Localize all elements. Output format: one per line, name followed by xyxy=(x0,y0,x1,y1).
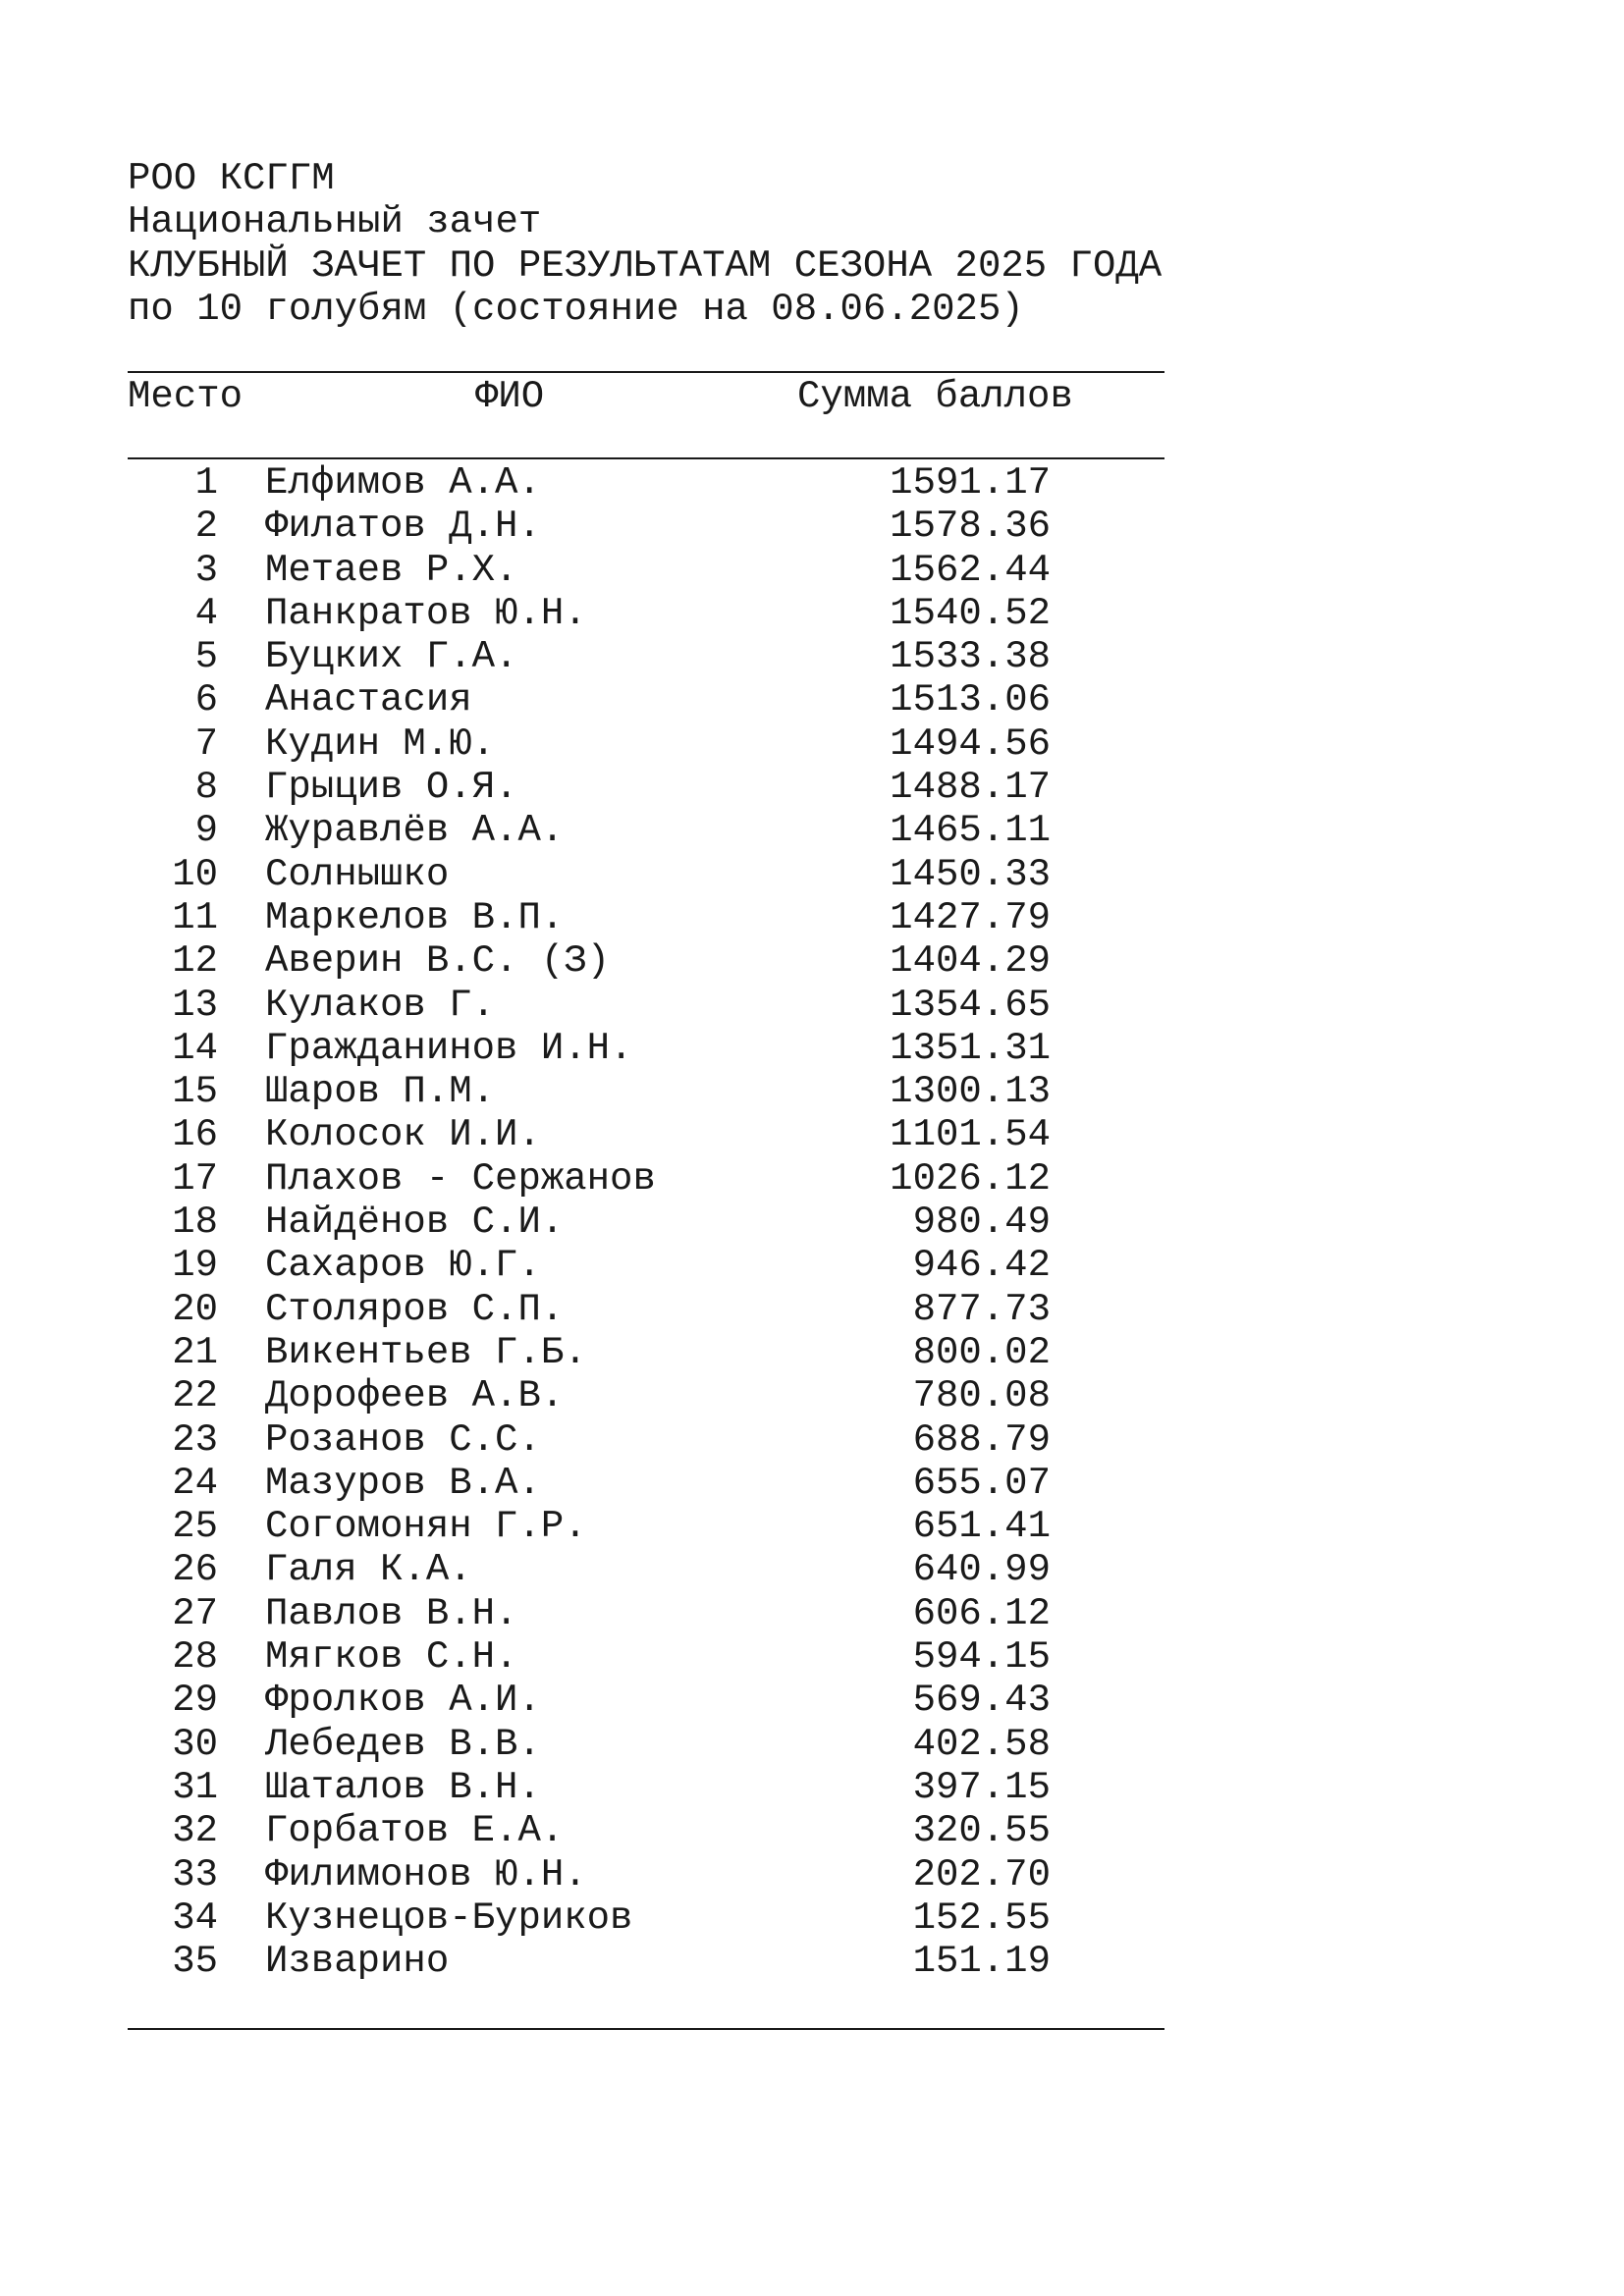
name-cell: Кузнецов-Буриков xyxy=(265,1896,633,1940)
table-row xyxy=(0,1113,1624,1156)
place-cell: 10 xyxy=(172,852,218,896)
name-cell: Столяров С.П. xyxy=(265,1287,565,1331)
score-cell: 877.73 xyxy=(912,1287,1051,1331)
table-row xyxy=(0,1766,1624,1809)
name-cell: Найдёнов С.И. xyxy=(265,1201,565,1245)
table-row xyxy=(0,809,1624,852)
name-cell: Шаров П.М. xyxy=(265,1070,496,1114)
name-cell: Согомонян Г.Р. xyxy=(265,1505,587,1549)
name-cell: Мазуров В.А. xyxy=(265,1461,541,1505)
table-row xyxy=(0,1027,1624,1070)
table-row xyxy=(0,1201,1624,1244)
table-row xyxy=(0,1418,1624,1462)
score-cell: 1562.44 xyxy=(890,548,1051,592)
document-title: КЛУБНЫЙ ЗАЧЕТ ПО РЕЗУЛЬТАТАМ СЕЗОНА 2025 ГОДА xyxy=(128,243,1163,288)
place-cell: 26 xyxy=(172,1548,218,1592)
score-cell: 640.99 xyxy=(912,1548,1051,1592)
table-row xyxy=(0,1853,1624,1896)
score-cell: 569.43 xyxy=(912,1679,1051,1723)
table-row xyxy=(0,1505,1624,1548)
name-cell: Кудин М.Ю. xyxy=(265,721,496,766)
name-cell: Шаталов В.Н. xyxy=(265,1765,541,1809)
table-row xyxy=(0,1548,1624,1591)
place-cell: 18 xyxy=(172,1201,218,1245)
document-scope: по 10 голубям (состояние на 08.06.2025) xyxy=(128,287,1024,331)
table-row xyxy=(0,1331,1624,1374)
name-cell: Викентьев Г.Б. xyxy=(265,1330,587,1374)
score-cell: 946.42 xyxy=(912,1244,1051,1288)
table-row xyxy=(0,853,1624,896)
score-cell: 397.15 xyxy=(912,1765,1051,1809)
name-cell: Филимонов Ю.Н. xyxy=(265,1852,587,1896)
name-cell: Грыцив О.Я. xyxy=(265,766,518,810)
place-cell: 2 xyxy=(194,505,218,549)
name-cell: Метаев Р.Х. xyxy=(265,548,518,592)
document-header xyxy=(128,157,1162,331)
place-cell: 34 xyxy=(172,1896,218,1940)
place-cell: 7 xyxy=(194,721,218,766)
column-header-score: Сумма баллов xyxy=(797,375,1073,418)
table-row xyxy=(0,766,1624,809)
score-cell: 1533.38 xyxy=(890,635,1051,679)
table-row xyxy=(0,1723,1624,1766)
score-cell: 1300.13 xyxy=(890,1070,1051,1114)
name-cell: Солнышко xyxy=(265,852,450,896)
place-cell: 19 xyxy=(172,1244,218,1288)
table-row xyxy=(0,549,1624,592)
name-cell: Буцких Г.А. xyxy=(265,635,518,679)
table-row xyxy=(0,678,1624,721)
score-cell: 1513.06 xyxy=(890,678,1051,722)
table-row xyxy=(0,939,1624,983)
place-cell: 8 xyxy=(194,766,218,810)
score-cell: 594.15 xyxy=(912,1635,1051,1680)
place-cell: 32 xyxy=(172,1809,218,1853)
table-row xyxy=(0,1635,1624,1679)
name-cell: Изварино xyxy=(265,1940,450,1984)
name-cell: Гражданинов И.Н. xyxy=(265,1026,633,1070)
score-cell: 606.12 xyxy=(912,1591,1051,1635)
score-cell: 1101.54 xyxy=(890,1113,1051,1157)
document-subtitle: Национальный зачет xyxy=(128,200,542,244)
score-cell: 780.08 xyxy=(912,1374,1051,1418)
name-cell: Галя К.А. xyxy=(265,1548,472,1592)
score-cell: 1540.52 xyxy=(890,591,1051,635)
score-cell: 651.41 xyxy=(912,1505,1051,1549)
place-cell: 13 xyxy=(172,983,218,1027)
score-cell: 1591.17 xyxy=(890,461,1051,505)
bottom-rule xyxy=(128,2028,1164,2030)
score-cell: 1488.17 xyxy=(890,766,1051,810)
place-cell: 23 xyxy=(172,1417,218,1462)
place-cell: 35 xyxy=(172,1940,218,1984)
results-table xyxy=(0,461,1624,1983)
place-cell: 12 xyxy=(172,939,218,984)
top-rule xyxy=(128,371,1164,373)
score-cell: 152.55 xyxy=(912,1896,1051,1940)
organization-name: РОО КСГГМ xyxy=(128,157,335,200)
score-cell: 1404.29 xyxy=(890,939,1051,984)
score-cell: 151.19 xyxy=(912,1940,1051,1984)
place-cell: 17 xyxy=(172,1156,218,1201)
place-cell: 16 xyxy=(172,1113,218,1157)
name-cell: Панкратов Ю.Н. xyxy=(265,591,587,635)
place-cell: 14 xyxy=(172,1026,218,1070)
place-cell: 24 xyxy=(172,1461,218,1505)
name-cell: Журавлёв А.А. xyxy=(265,809,565,853)
table-row xyxy=(0,592,1624,635)
place-cell: 21 xyxy=(172,1330,218,1374)
name-cell: Горбатов Е.А. xyxy=(265,1809,565,1853)
name-cell: Филатов Д.Н. xyxy=(265,505,541,549)
place-cell: 6 xyxy=(194,678,218,722)
table-row xyxy=(0,505,1624,548)
name-cell: Кулаков Г. xyxy=(265,983,496,1027)
score-cell: 655.07 xyxy=(912,1461,1051,1505)
name-cell: Плахов - Сержанов xyxy=(265,1156,656,1201)
place-cell: 5 xyxy=(194,635,218,679)
score-cell: 1578.36 xyxy=(890,505,1051,549)
name-cell: Фролков А.И. xyxy=(265,1679,541,1723)
name-cell: Колосок И.И. xyxy=(265,1113,541,1157)
place-cell: 30 xyxy=(172,1722,218,1766)
score-cell: 402.58 xyxy=(912,1722,1051,1766)
score-cell: 1494.56 xyxy=(890,721,1051,766)
name-cell: Елфимов А.А. xyxy=(265,461,541,505)
name-cell: Маркелов В.П. xyxy=(265,895,565,939)
table-row xyxy=(0,1809,1624,1852)
place-cell: 15 xyxy=(172,1070,218,1114)
place-cell: 9 xyxy=(194,809,218,853)
name-cell: Розанов С.С. xyxy=(265,1417,541,1462)
place-cell: 28 xyxy=(172,1635,218,1680)
name-cell: Мягков С.Н. xyxy=(265,1635,518,1680)
table-row xyxy=(0,1244,1624,1287)
name-cell: Аверин В.С. (З) xyxy=(265,939,611,984)
score-cell: 980.49 xyxy=(912,1201,1051,1245)
place-cell: 3 xyxy=(194,548,218,592)
score-cell: 1450.33 xyxy=(890,852,1051,896)
score-cell: 320.55 xyxy=(912,1809,1051,1853)
score-cell: 1026.12 xyxy=(890,1156,1051,1201)
place-cell: 25 xyxy=(172,1505,218,1549)
table-row xyxy=(0,1288,1624,1331)
place-cell: 11 xyxy=(172,895,218,939)
place-cell: 1 xyxy=(194,461,218,505)
table-row xyxy=(0,1940,1624,1983)
name-cell: Дорофеев А.В. xyxy=(265,1374,565,1418)
column-header-name: ФИО xyxy=(475,375,545,418)
table-row xyxy=(0,1896,1624,1940)
table-row xyxy=(0,896,1624,939)
name-cell: Лебедев В.В. xyxy=(265,1722,541,1766)
name-cell: Павлов В.Н. xyxy=(265,1591,518,1635)
score-cell: 800.02 xyxy=(912,1330,1051,1374)
score-cell: 1351.31 xyxy=(890,1026,1051,1070)
score-cell: 1427.79 xyxy=(890,895,1051,939)
score-cell: 202.70 xyxy=(912,1852,1051,1896)
score-cell: 1465.11 xyxy=(890,809,1051,853)
score-cell: 688.79 xyxy=(912,1417,1051,1462)
table-row xyxy=(0,461,1624,505)
score-cell: 1354.65 xyxy=(890,983,1051,1027)
header-rule xyxy=(128,457,1164,459)
table-row xyxy=(0,1374,1624,1417)
table-row xyxy=(0,722,1624,766)
place-cell: 33 xyxy=(172,1852,218,1896)
name-cell: Сахаров Ю.Г. xyxy=(265,1244,541,1288)
place-cell: 4 xyxy=(194,591,218,635)
table-row xyxy=(0,1592,1624,1635)
name-cell: Анастасия xyxy=(265,678,472,722)
place-cell: 29 xyxy=(172,1679,218,1723)
table-row xyxy=(0,1462,1624,1505)
table-row xyxy=(0,635,1624,678)
table-row xyxy=(0,1070,1624,1113)
table-row xyxy=(0,984,1624,1027)
column-header-place: Место xyxy=(128,375,244,418)
place-cell: 31 xyxy=(172,1765,218,1809)
table-row xyxy=(0,1157,1624,1201)
table-row xyxy=(0,1679,1624,1722)
place-cell: 27 xyxy=(172,1591,218,1635)
place-cell: 22 xyxy=(172,1374,218,1418)
place-cell: 20 xyxy=(172,1287,218,1331)
